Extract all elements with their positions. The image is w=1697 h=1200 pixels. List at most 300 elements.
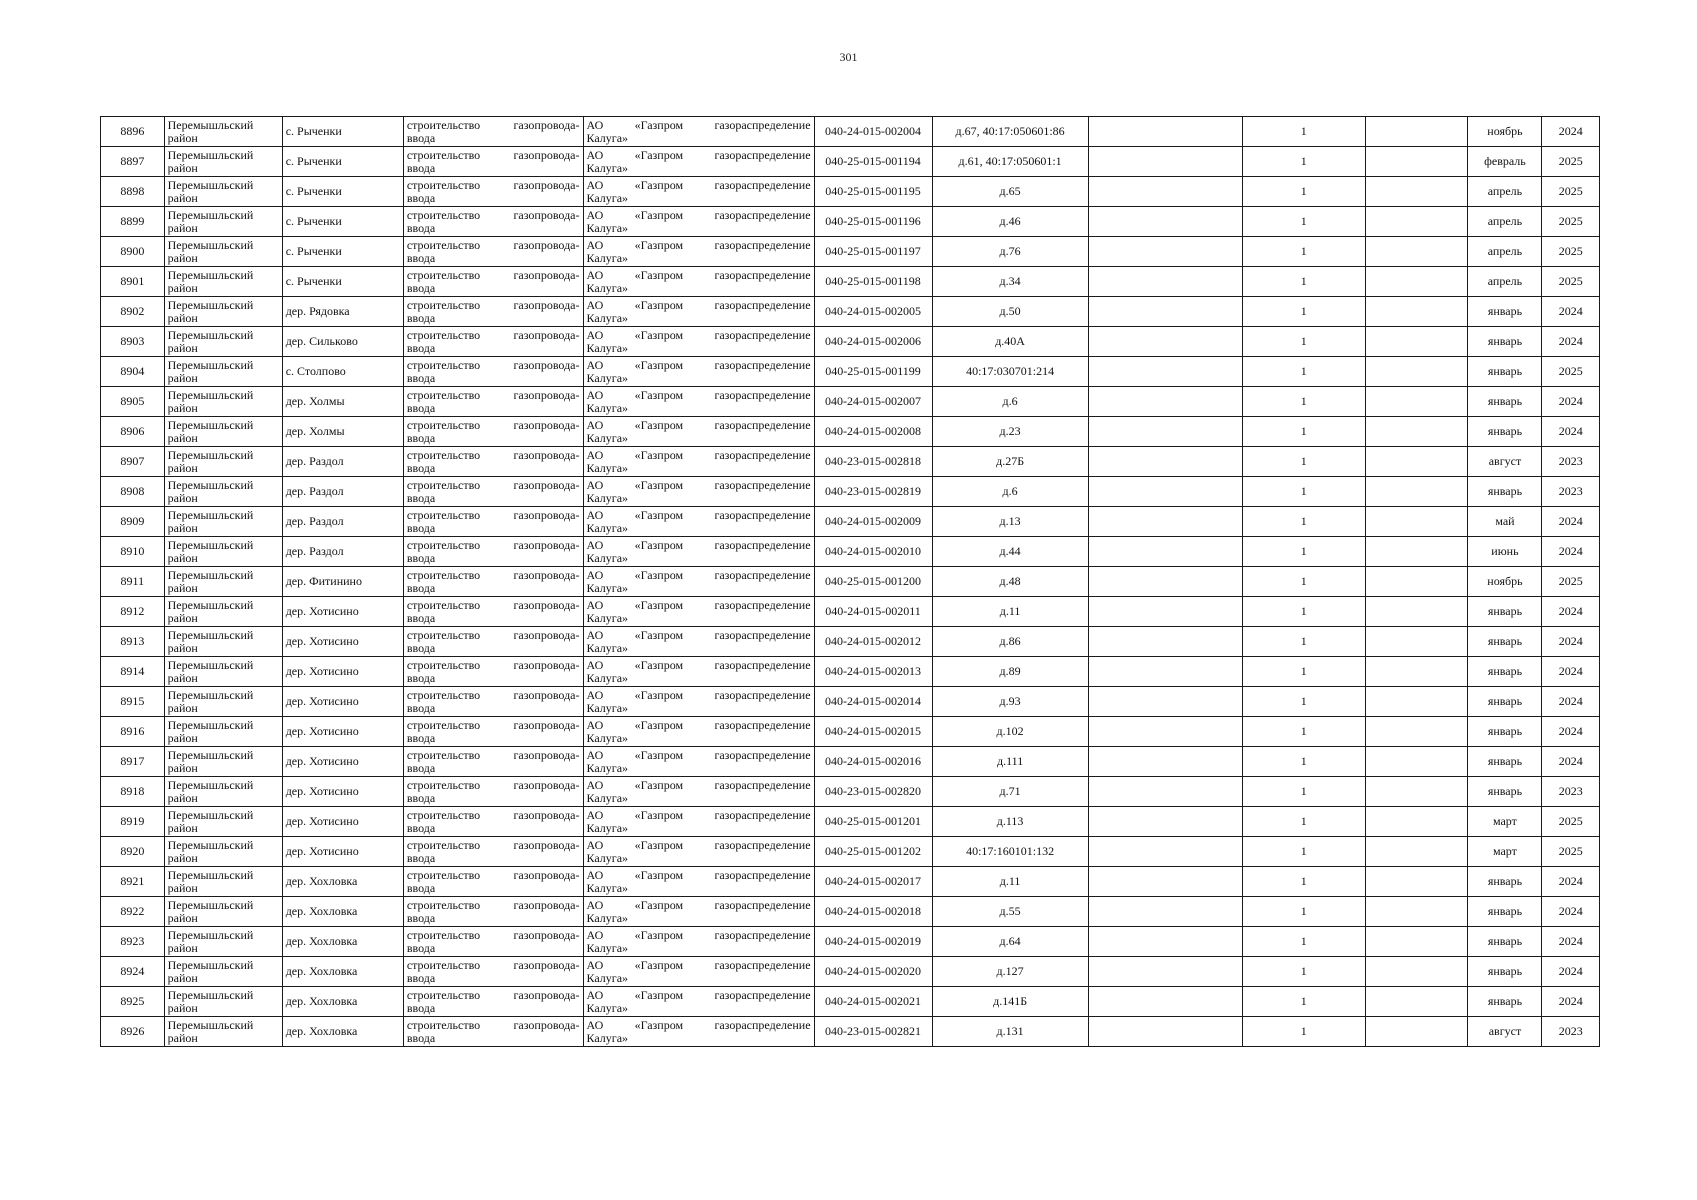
object-code-cell: 040-25-015-001202 [814, 837, 932, 867]
month-cell: ноябрь [1468, 117, 1542, 147]
organization-line [587, 209, 811, 222]
address-cell: д.76 [932, 237, 1088, 267]
month-cell: июнь [1468, 537, 1542, 567]
year-cell: 2025 [1542, 147, 1600, 177]
locality-cell: дер. Хохловка [282, 867, 403, 897]
table-row [101, 207, 1600, 237]
locality-cell: дер. Хохловка [282, 1017, 403, 1047]
organization-line: Калуга» [586, 610, 629, 625]
work-type-word: строительство [406, 117, 481, 132]
work-type-line: ввода [406, 940, 436, 955]
organization-word: «Газпром [634, 147, 684, 162]
district-cell: Перемышльский район [164, 207, 282, 237]
organization-cell [583, 117, 814, 147]
organization-word: газораспределение [714, 327, 811, 342]
table-row [101, 147, 1600, 177]
locality-cell: дер. Сильково [282, 327, 403, 357]
work-type-line [407, 989, 580, 1002]
month-cell: январь [1468, 897, 1542, 927]
table-row [101, 597, 1600, 627]
empty-cell [1088, 957, 1242, 987]
organization-word: «Газпром [634, 717, 684, 732]
object-code-cell: 040-24-015-002015 [814, 717, 932, 747]
work-type-line: ввода [406, 970, 436, 985]
row-number: 8915 [101, 687, 165, 717]
work-type-line [407, 749, 580, 762]
empty-cell [1088, 327, 1242, 357]
count-cell: 1 [1242, 117, 1365, 147]
month-cell: январь [1468, 867, 1542, 897]
row-number: 8900 [101, 237, 165, 267]
organization-word: АО [586, 417, 604, 432]
work-type-line [407, 239, 580, 252]
address-cell: д.13 [932, 507, 1088, 537]
organization-word: газораспределение [714, 447, 811, 462]
count-cell: 1 [1242, 627, 1365, 657]
work-type-word: строительство [406, 897, 481, 912]
work-type-cell [403, 387, 583, 417]
row-number: 8914 [101, 657, 165, 687]
work-type-word: строительство [406, 447, 481, 462]
work-type-line: ввода [406, 250, 436, 265]
organization-line [587, 419, 811, 432]
work-type-line: ввода [406, 910, 436, 925]
organization-cell [583, 1017, 814, 1047]
work-type-line [407, 899, 580, 912]
organization-word: газораспределение [714, 1017, 811, 1032]
empty-cell [1365, 507, 1468, 537]
table-row [101, 807, 1600, 837]
work-type-cell [403, 567, 583, 597]
organization-word: газораспределение [714, 417, 811, 432]
empty-cell [1365, 417, 1468, 447]
work-type-line: ввода [406, 850, 436, 865]
organization-cell [583, 147, 814, 177]
locality-cell: дер. Холмы [282, 387, 403, 417]
district-cell: Перемышльский район [164, 687, 282, 717]
count-cell: 1 [1242, 477, 1365, 507]
organization-cell [583, 537, 814, 567]
address-cell: д.11 [932, 597, 1088, 627]
organization-line: Калуга» [586, 250, 629, 265]
work-type-line: ввода [406, 400, 436, 415]
month-cell: январь [1468, 927, 1542, 957]
organization-word: АО [586, 627, 604, 642]
organization-word: газораспределение [714, 267, 811, 282]
work-type-line [407, 359, 580, 372]
organization-cell [583, 207, 814, 237]
month-cell: август [1468, 447, 1542, 477]
work-type-line [407, 449, 580, 462]
work-type-word: газопровода- [513, 147, 580, 162]
row-number: 8920 [101, 837, 165, 867]
organization-word: газораспределение [714, 747, 811, 762]
organization-word: «Газпром [634, 1017, 684, 1032]
work-type-line [407, 959, 580, 972]
work-type-word: газопровода- [513, 687, 580, 702]
empty-cell [1365, 747, 1468, 777]
locality-cell: с. Рыченки [282, 237, 403, 267]
organization-word: АО [586, 147, 604, 162]
work-type-word: газопровода- [513, 717, 580, 732]
organization-line [587, 389, 811, 402]
empty-cell [1088, 747, 1242, 777]
work-type-word: газопровода- [513, 567, 580, 582]
work-type-word: газопровода- [513, 387, 580, 402]
year-cell: 2024 [1542, 117, 1600, 147]
object-code-cell: 040-25-015-001198 [814, 267, 932, 297]
organization-word: АО [586, 807, 604, 822]
table-row [101, 627, 1600, 657]
locality-cell: дер. Хохловка [282, 927, 403, 957]
object-code-cell: 040-24-015-002009 [814, 507, 932, 537]
row-number: 8904 [101, 357, 165, 387]
empty-cell [1088, 537, 1242, 567]
organization-cell [583, 807, 814, 837]
year-cell: 2023 [1542, 447, 1600, 477]
organization-word: АО [586, 897, 604, 912]
empty-cell [1088, 477, 1242, 507]
work-type-line [407, 149, 580, 162]
organization-word: «Газпром [634, 327, 684, 342]
organization-word: АО [586, 717, 604, 732]
work-type-line: ввода [406, 730, 436, 745]
month-cell: ноябрь [1468, 567, 1542, 597]
work-type-cell [403, 837, 583, 867]
organization-line: Калуга» [586, 430, 629, 445]
work-type-line: ввода [406, 640, 436, 655]
district-cell: Перемышльский район [164, 387, 282, 417]
row-number: 8913 [101, 627, 165, 657]
month-cell: январь [1468, 717, 1542, 747]
work-type-word: газопровода- [513, 627, 580, 642]
locality-cell: с. Рыченки [282, 267, 403, 297]
row-number: 8908 [101, 477, 165, 507]
work-type-cell [403, 207, 583, 237]
count-cell: 1 [1242, 147, 1365, 177]
organization-word: «Газпром [634, 597, 684, 612]
organization-line: Калуга» [586, 310, 629, 325]
organization-line [587, 269, 811, 282]
address-cell: д.50 [932, 297, 1088, 327]
work-type-cell [403, 447, 583, 477]
address-cell: д.111 [932, 747, 1088, 777]
work-type-word: строительство [406, 417, 481, 432]
table-row [101, 687, 1600, 717]
row-number: 8907 [101, 447, 165, 477]
empty-cell [1365, 117, 1468, 147]
table-row [101, 477, 1600, 507]
organization-word: «Газпром [634, 357, 684, 372]
work-type-cell [403, 537, 583, 567]
month-cell: январь [1468, 417, 1542, 447]
organization-word: АО [586, 507, 604, 522]
organization-word: газораспределение [714, 507, 811, 522]
year-cell: 2025 [1542, 837, 1600, 867]
table-row [101, 657, 1600, 687]
organization-line: Калуга» [586, 670, 629, 685]
work-type-line [407, 929, 580, 942]
work-type-line: ввода [406, 880, 436, 895]
empty-cell [1365, 837, 1468, 867]
count-cell: 1 [1242, 327, 1365, 357]
object-code-cell: 040-25-015-001199 [814, 357, 932, 387]
month-cell: апрель [1468, 267, 1542, 297]
table-row [101, 867, 1600, 897]
organization-word: АО [586, 117, 604, 132]
organization-cell [583, 177, 814, 207]
work-type-word: газопровода- [513, 657, 580, 672]
organization-line [587, 179, 811, 192]
work-type-line: ввода [406, 820, 436, 835]
work-type-cell [403, 507, 583, 537]
empty-cell [1365, 237, 1468, 267]
work-type-line: ввода [406, 130, 436, 145]
organization-line [587, 629, 811, 642]
object-code-cell: 040-24-015-002013 [814, 657, 932, 687]
year-cell: 2024 [1542, 957, 1600, 987]
empty-cell [1365, 777, 1468, 807]
table-row [101, 117, 1600, 147]
empty-cell [1088, 567, 1242, 597]
month-cell: февраль [1468, 147, 1542, 177]
organization-line: Калуга» [586, 1000, 629, 1015]
year-cell: 2024 [1542, 867, 1600, 897]
year-cell: 2024 [1542, 747, 1600, 777]
district-cell: Перемышльский район [164, 357, 282, 387]
empty-cell [1365, 537, 1468, 567]
organization-word: газораспределение [714, 597, 811, 612]
locality-cell: дер. Хотисино [282, 807, 403, 837]
organization-word: газораспределение [714, 687, 811, 702]
table-row [101, 237, 1600, 267]
work-type-word: строительство [406, 327, 481, 342]
object-code-cell: 040-24-015-002004 [814, 117, 932, 147]
row-number: 8917 [101, 747, 165, 777]
address-cell: д.67, 40:17:050601:86 [932, 117, 1088, 147]
organization-cell [583, 357, 814, 387]
organization-line [587, 509, 811, 522]
work-type-word: газопровода- [513, 1017, 580, 1032]
work-type-line: ввода [406, 190, 436, 205]
table-row [101, 297, 1600, 327]
empty-cell [1088, 147, 1242, 177]
organization-word: газораспределение [714, 957, 811, 972]
organization-word: газораспределение [714, 177, 811, 192]
organization-line: Калуга» [586, 850, 629, 865]
month-cell: январь [1468, 597, 1542, 627]
table-row [101, 1017, 1600, 1047]
organization-cell [583, 267, 814, 297]
address-cell: 40:17:030701:214 [932, 357, 1088, 387]
address-cell: д.141Б [932, 987, 1088, 1017]
organization-word: АО [586, 837, 604, 852]
organization-line: Калуга» [586, 460, 629, 475]
work-type-line: ввода [406, 1030, 436, 1045]
empty-cell [1088, 267, 1242, 297]
address-cell: д.46 [932, 207, 1088, 237]
object-code-cell: 040-24-015-002018 [814, 897, 932, 927]
empty-cell [1088, 1017, 1242, 1047]
work-type-word: строительство [406, 957, 481, 972]
empty-cell [1088, 927, 1242, 957]
work-type-cell [403, 777, 583, 807]
district-cell: Перемышльский район [164, 447, 282, 477]
organization-word: «Газпром [634, 267, 684, 282]
month-cell: январь [1468, 357, 1542, 387]
organization-line: Калуга» [586, 760, 629, 775]
work-type-word: строительство [406, 567, 481, 582]
work-type-word: строительство [406, 777, 481, 792]
organization-word: «Газпром [634, 477, 684, 492]
organization-cell [583, 747, 814, 777]
work-type-word: строительство [406, 657, 481, 672]
district-cell: Перемышльский район [164, 1017, 282, 1047]
organization-cell [583, 597, 814, 627]
year-cell: 2024 [1542, 417, 1600, 447]
organization-word: «Газпром [634, 117, 684, 132]
district-cell: Перемышльский район [164, 627, 282, 657]
locality-cell: дер. Хохловка [282, 897, 403, 927]
address-cell: д.93 [932, 687, 1088, 717]
empty-cell [1088, 357, 1242, 387]
organization-cell [583, 567, 814, 597]
organization-word: «Газпром [634, 297, 684, 312]
locality-cell: дер. Фитинино [282, 567, 403, 597]
address-cell: д.34 [932, 267, 1088, 297]
organization-line: Калуга» [586, 940, 629, 955]
work-type-word: строительство [406, 867, 481, 882]
row-number: 8926 [101, 1017, 165, 1047]
count-cell: 1 [1242, 267, 1365, 297]
organization-line: Калуга» [586, 730, 629, 745]
row-number: 8911 [101, 567, 165, 597]
work-type-word: строительство [406, 387, 481, 402]
object-code-cell: 040-25-015-001200 [814, 567, 932, 597]
year-cell: 2023 [1542, 477, 1600, 507]
district-cell: Перемышльский район [164, 747, 282, 777]
table-row [101, 357, 1600, 387]
organization-word: газораспределение [714, 777, 811, 792]
work-type-line: ввода [406, 460, 436, 475]
year-cell: 2023 [1542, 777, 1600, 807]
month-cell: январь [1468, 987, 1542, 1017]
object-code-cell: 040-24-015-002008 [814, 417, 932, 447]
empty-cell [1365, 627, 1468, 657]
work-type-word: газопровода- [513, 837, 580, 852]
organization-word: АО [586, 537, 604, 552]
work-type-word: газопровода- [513, 927, 580, 942]
locality-cell: дер. Раздол [282, 447, 403, 477]
organization-line: Калуга» [586, 1030, 629, 1045]
empty-cell [1088, 417, 1242, 447]
organization-word: «Газпром [634, 687, 684, 702]
organization-word: «Газпром [634, 177, 684, 192]
locality-cell: дер. Холмы [282, 417, 403, 447]
empty-cell [1088, 237, 1242, 267]
year-cell: 2024 [1542, 717, 1600, 747]
row-number: 8897 [101, 147, 165, 177]
locality-cell: дер. Хотисино [282, 627, 403, 657]
district-cell: Перемышльский район [164, 777, 282, 807]
object-code-cell: 040-25-015-001194 [814, 147, 932, 177]
organization-word: АО [586, 567, 604, 582]
organization-word: «Газпром [634, 447, 684, 462]
count-cell: 1 [1242, 297, 1365, 327]
table-row [101, 717, 1600, 747]
organization-word: «Газпром [634, 627, 684, 642]
organization-line [587, 599, 811, 612]
row-number: 8924 [101, 957, 165, 987]
empty-cell [1365, 147, 1468, 177]
work-type-line: ввода [406, 160, 436, 175]
organization-word: газораспределение [714, 537, 811, 552]
organization-word: «Газпром [634, 927, 684, 942]
row-number: 8906 [101, 417, 165, 447]
organization-cell [583, 777, 814, 807]
organization-line [587, 779, 811, 792]
organization-word: АО [586, 687, 604, 702]
district-cell: Перемышльский район [164, 417, 282, 447]
work-type-word: газопровода- [513, 177, 580, 192]
work-type-line [407, 869, 580, 882]
organization-cell [583, 957, 814, 987]
address-cell: д.89 [932, 657, 1088, 687]
row-number: 8898 [101, 177, 165, 207]
year-cell: 2024 [1542, 537, 1600, 567]
address-cell: д.65 [932, 177, 1088, 207]
work-type-line: ввода [406, 490, 436, 505]
address-cell: д.6 [932, 387, 1088, 417]
address-cell: д.27Б [932, 447, 1088, 477]
address-cell: д.55 [932, 897, 1088, 927]
work-type-line [407, 689, 580, 702]
work-type-word: газопровода- [513, 537, 580, 552]
district-cell: Перемышльский район [164, 537, 282, 567]
organization-word: «Газпром [634, 537, 684, 552]
address-cell: 40:17:160101:132 [932, 837, 1088, 867]
district-cell: Перемышльский район [164, 117, 282, 147]
work-type-word: строительство [406, 807, 481, 822]
empty-cell [1365, 297, 1468, 327]
work-type-word: строительство [406, 537, 481, 552]
organization-line: Калуга» [586, 190, 629, 205]
organization-word: «Газпром [634, 567, 684, 582]
count-cell: 1 [1242, 567, 1365, 597]
organization-word: «Газпром [634, 657, 684, 672]
organization-cell [583, 387, 814, 417]
organization-line: Калуга» [586, 400, 629, 415]
address-cell: д.131 [932, 1017, 1088, 1047]
work-type-line [407, 599, 580, 612]
organization-line [587, 749, 811, 762]
empty-cell [1365, 687, 1468, 717]
year-cell: 2024 [1542, 987, 1600, 1017]
work-type-word: газопровода- [513, 477, 580, 492]
organization-word: «Газпром [634, 747, 684, 762]
empty-cell [1365, 1017, 1468, 1047]
count-cell: 1 [1242, 897, 1365, 927]
object-code-cell: 040-23-015-002818 [814, 447, 932, 477]
row-number: 8922 [101, 897, 165, 927]
year-cell: 2023 [1542, 1017, 1600, 1047]
organization-word: газораспределение [714, 807, 811, 822]
district-cell: Перемышльский район [164, 237, 282, 267]
organization-cell [583, 927, 814, 957]
work-type-line [407, 179, 580, 192]
count-cell: 1 [1242, 207, 1365, 237]
locality-cell: дер. Рядовка [282, 297, 403, 327]
